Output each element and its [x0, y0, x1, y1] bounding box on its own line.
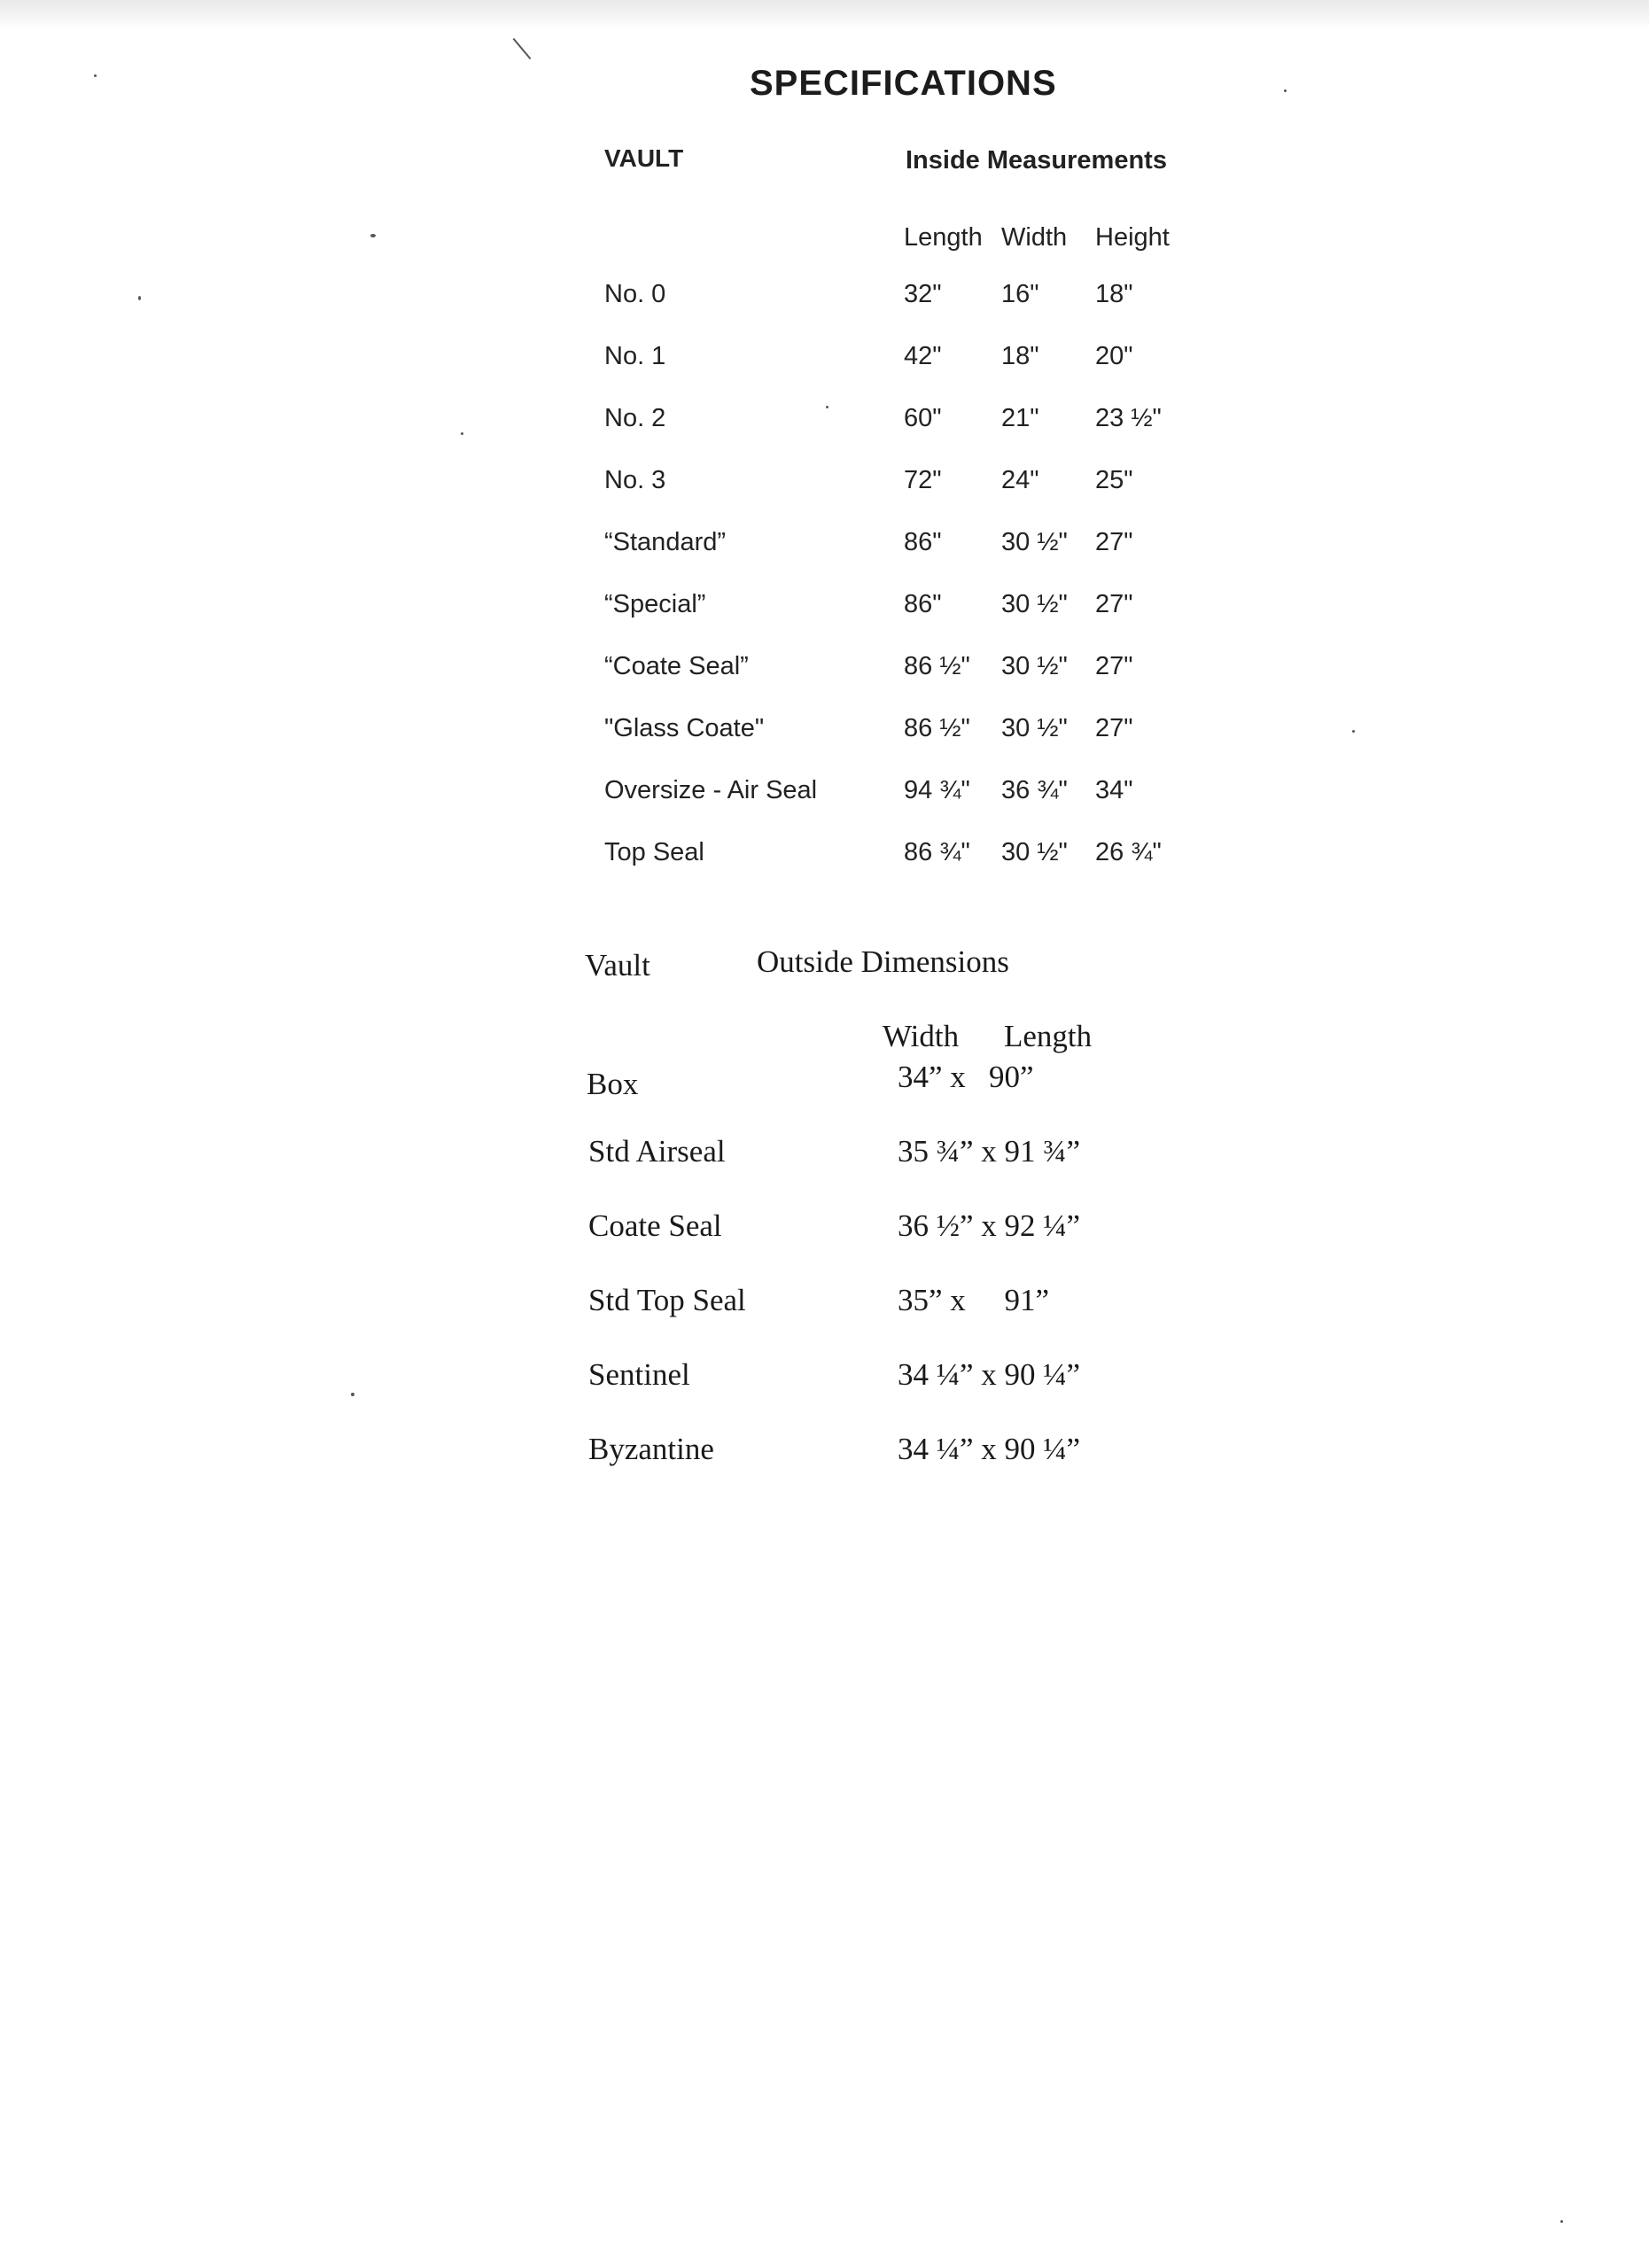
table-row [0, 838, 1649, 874]
length-column-header: Length [904, 223, 983, 252]
width-value: 30 ½" [1001, 590, 1068, 618]
table-row [0, 1134, 1649, 1175]
width-value: 16" [1001, 280, 1039, 308]
vault-name: Box [587, 1067, 639, 1101]
width-value: 30 ½" [1001, 838, 1068, 866]
vault-name: No. 0 [604, 280, 666, 308]
scan-speck [1560, 2220, 1563, 2223]
vault-name: No. 1 [604, 342, 666, 370]
vault-name: Sentinel [588, 1357, 690, 1392]
length-value: 86 ½" [904, 714, 970, 742]
vault-name: No. 2 [604, 404, 666, 432]
height-column-header: Height [1095, 223, 1170, 252]
dimension-value: 35” x 91” [898, 1283, 1050, 1317]
vault-name: Std Top Seal [588, 1283, 746, 1317]
width-value: 36 ¾" [1001, 776, 1068, 804]
table-row [0, 1208, 1649, 1249]
outside-dimensions-header: Outside Dimensions [757, 944, 1009, 979]
height-value: 18" [1095, 280, 1133, 308]
vault-name: “Standard” [604, 528, 727, 556]
length-value: 86 ¾" [904, 838, 970, 866]
width-value: 24" [1001, 466, 1039, 494]
table-row [0, 404, 1649, 439]
vault-name: Std Airseal [588, 1134, 726, 1169]
vault-column-header: VAULT [604, 144, 684, 172]
length-value: 86" [904, 590, 942, 618]
length-value: 60" [904, 404, 942, 432]
vault-name: No. 3 [604, 466, 666, 494]
width-value: 18" [1001, 342, 1039, 370]
table-row [0, 590, 1649, 625]
vault-name: Byzantine [588, 1432, 714, 1466]
height-value: 26 ¾" [1095, 838, 1162, 866]
width-column-header: Width [1001, 223, 1068, 252]
dimension-value: 34” x 90” [898, 1060, 1034, 1094]
vault-name: “Coate Seal” [604, 652, 749, 680]
scan-shadow [0, 0, 1649, 30]
scan-speck [94, 74, 97, 77]
height-value: 27" [1095, 714, 1133, 742]
height-value: 23 ½" [1095, 404, 1162, 432]
page-title: SPECIFICATIONS [750, 64, 1057, 103]
width-value: 21" [1001, 404, 1039, 432]
vault-name: Top Seal [604, 838, 704, 866]
table-row [0, 1432, 1649, 1472]
inside-measurements-header: Inside Measurements [906, 146, 1167, 175]
length-value: 86 ½" [904, 652, 970, 680]
vault-name: Coate Seal [588, 1208, 722, 1243]
vault-name: “Special” [604, 590, 706, 618]
length-value: 72" [904, 466, 942, 494]
scan-speck [513, 38, 532, 59]
scan-speck [370, 234, 376, 237]
vault-name: Oversize - Air Seal [604, 776, 818, 804]
scan-speck [1284, 89, 1287, 92]
table-row [0, 1357, 1649, 1398]
height-value: 27" [1095, 652, 1133, 680]
length-column-header: Length [1004, 1019, 1093, 1053]
dimension-value: 34 ¼” x 90 ¼” [898, 1432, 1081, 1466]
table-row [0, 714, 1649, 750]
width-column-header: Width [883, 1019, 960, 1053]
width-value: 30 ½" [1001, 528, 1068, 556]
vault-name: "Glass Coate" [604, 714, 765, 742]
dimension-value: 34 ¼” x 90 ¼” [898, 1357, 1081, 1392]
length-value: 94 ¾" [904, 776, 970, 804]
length-value: 32" [904, 280, 942, 308]
table-row [0, 342, 1649, 377]
table-row [0, 652, 1649, 687]
height-value: 27" [1095, 528, 1133, 556]
height-value: 27" [1095, 590, 1133, 618]
table-row [0, 776, 1649, 812]
table-row [0, 1283, 1649, 1324]
dimension-value: 35 ¾” x 91 ¾” [898, 1134, 1081, 1169]
vault-column-header: Vault [585, 948, 650, 983]
length-value: 86" [904, 528, 942, 556]
height-value: 34" [1095, 776, 1133, 804]
height-value: 25" [1095, 466, 1133, 494]
width-value: 30 ½" [1001, 652, 1068, 680]
table-row [0, 280, 1649, 315]
table-row [0, 1060, 1649, 1100]
height-value: 20" [1095, 342, 1133, 370]
dimension-value: 36 ½” x 92 ¼” [898, 1208, 1081, 1243]
length-value: 42" [904, 342, 942, 370]
width-value: 30 ½" [1001, 714, 1068, 742]
table-row [0, 528, 1649, 563]
table-row [0, 466, 1649, 501]
